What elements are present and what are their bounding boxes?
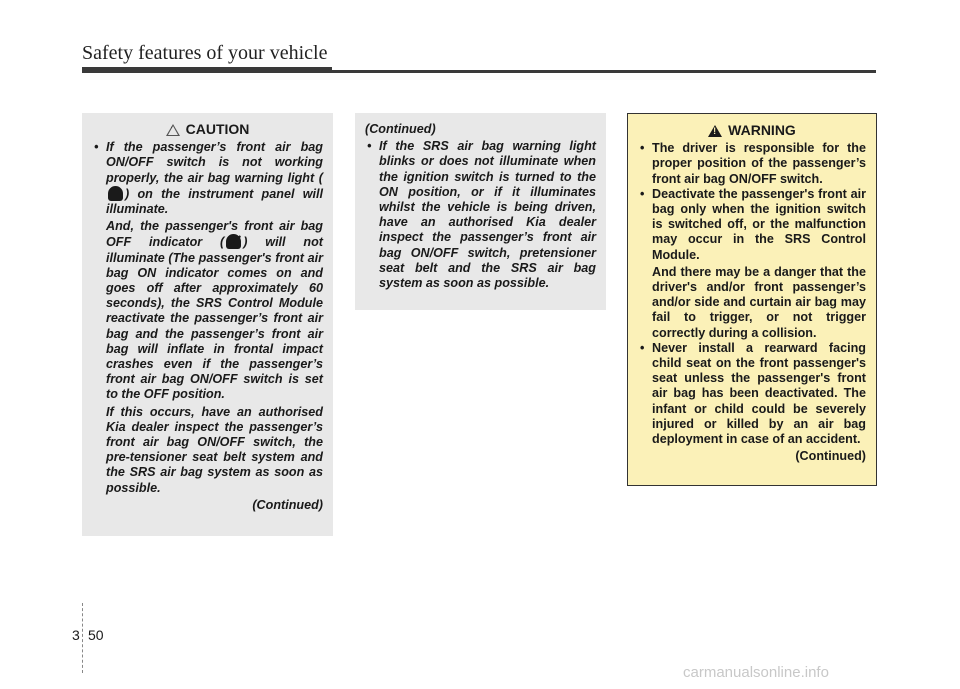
continuation-bullet: • If the SRS air bag warning light blinks or does not illuminate when the ignition switch is turned to the ON position, or if it illuminates whilst the vehicle is being driven, have an authorised Kia dealer inspect the passenger’s front air bag ON/OFF switch, pretensioner seat belt and the SRS air bag system as soon as possible. [365,139,596,291]
warning-list-2 [638,341,866,447]
continuation-box [355,113,606,310]
continuation-list [365,139,596,291]
passenger-airbag-off-icon [226,234,241,249]
caution-text-1a: If the passenger’s front air bag ON/OFF switch is not working properly, the air bag warning light ( [106,140,323,185]
caution-text-2a: And, the passenger's front air bag OFF indicator ( [106,219,323,250]
continuation-label: (Continued) [365,122,436,136]
warning-box [627,113,877,486]
airbag-warning-icon [108,186,123,201]
page-header-title: Safety features of your vehicle [82,42,328,64]
caution-box [82,113,333,536]
warning-bullet: • The driver is responsible for the proper position of the passenger’s front air bag ON/OFF switch. [638,141,866,187]
footer-divider [82,603,84,673]
warning-list [638,141,866,263]
caution-continued: (Continued) [252,497,323,512]
caution-paragraph-3: If this occurs, have an authorised Kia dealer inspect the passenger’s front air bag ON/OFF switch, the pre-tensioner seat belt system and the SRS air bag system as soon as possible. [106,404,323,495]
caution-heading-text: CAUTION [185,121,250,137]
caution-text-2b: ) will not illuminate (The passenger's front air bag ON indicator comes on and goes off after approximately 60 seconds), the SRS Control Module reactivate the passenger’s front air bag and the passenger’s front air bag will inflate in frontal impact crashes even if the passenger’s front air bag ON/OFF switch is set to the OFF position. [106,235,323,402]
warning-subparagraph: And there may be a danger that the driver's and/or front passenger’s and/or side and curtain air bag may fail to trigger, or not trigger correctly during a collision. [652,264,866,340]
warning-triangle-icon: ! [708,125,722,137]
warning-heading-text: WARNING [728,122,796,138]
caution-paragraph-2 [106,219,323,402]
watermark: carmanualsonline.info [683,664,829,681]
section-number: 3 [72,627,80,643]
warning-bullet: • Deactivate the passenger's front air bag only when the ignition switch is switched off, or the malfunction may occur in the SRS Control Module. [638,187,866,263]
header-rule-accent [82,67,332,73]
caution-heading [92,122,323,137]
page-number: 50 [88,627,104,643]
caution-text-1b: ) on the instrument panel will illuminate. [106,186,323,217]
warning-bullet: • Never install a rearward facing child seat on the front passenger's seat unless the passenger's front air bag has been deactivated. The infant or child could be severely injured or killed by an air bag deployment in case of an accident. [638,341,866,447]
warning-heading [638,123,866,138]
caution-bullet [92,140,323,217]
caution-triangle-icon: ! [166,124,180,136]
caution-list [92,140,323,217]
warning-continued: (Continued) [795,449,866,464]
